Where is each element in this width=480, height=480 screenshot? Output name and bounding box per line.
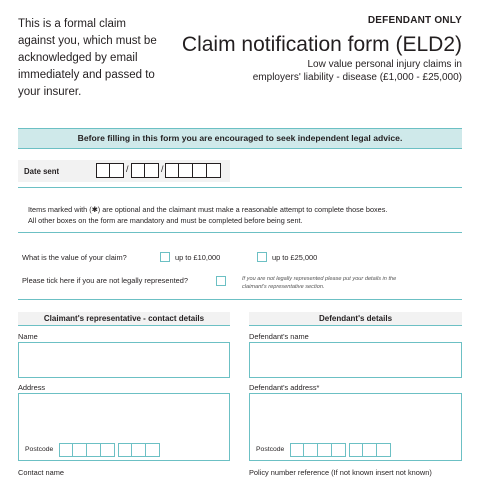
postcode-cell[interactable]	[304, 443, 318, 457]
representation-hint	[242, 275, 396, 291]
note-line-1: Items marked with (✱) are optional and the claimant must make a reasonable attempt to complete those boxes.	[28, 205, 388, 214]
divider	[18, 232, 462, 233]
postcode-cell[interactable]	[377, 443, 391, 457]
defendant-address-label: Defendant's address*	[249, 383, 320, 392]
form-title: Claim notification form (ELD2)	[181, 33, 462, 56]
legal-advice-banner: Before filling in this form you are encouraged to seek independent legal advice.	[18, 128, 462, 149]
defendant-name-label: Defendant's name	[249, 332, 309, 341]
date-digit-cell[interactable]	[207, 163, 221, 178]
postcode-cell[interactable]	[118, 443, 132, 457]
not-represented-checkbox[interactable]	[216, 276, 226, 286]
not-represented-question: Please tick here if you are not legally represented?	[22, 276, 188, 285]
defendant-name-field[interactable]	[249, 342, 462, 378]
value-25000-checkbox[interactable]	[257, 252, 267, 262]
rep-contact-label: Contact name	[18, 468, 65, 477]
rep-address-label: Address	[18, 383, 46, 392]
postcode-cell[interactable]	[87, 443, 101, 457]
date-digit-cell[interactable]	[179, 163, 193, 178]
claimant-rep-heading: Claimant's representative - contact details	[18, 312, 230, 326]
postcode-cell[interactable]	[59, 443, 73, 457]
defendant-postcode-label: Postcode	[256, 446, 285, 453]
claim-value-question: What is the value of your claim?	[22, 253, 127, 262]
date-digit-cell[interactable]	[193, 163, 207, 178]
divider	[18, 299, 462, 300]
defendant-postcode-input-2[interactable]	[349, 443, 391, 457]
date-day-input[interactable]	[96, 163, 124, 178]
postcode-cell[interactable]	[290, 443, 304, 457]
date-digit-cell[interactable]	[165, 163, 179, 178]
postcode-cell[interactable]	[363, 443, 377, 457]
postcode-cell[interactable]	[132, 443, 146, 457]
date-digit-cell[interactable]	[96, 163, 110, 178]
date-digit-cell[interactable]	[131, 163, 145, 178]
date-year-input[interactable]	[165, 163, 221, 178]
defendant-only-label: DEFENDANT ONLY	[367, 15, 462, 26]
defendant-postcode-input[interactable]	[290, 443, 346, 457]
rep-postcode-input[interactable]	[59, 443, 115, 457]
divider	[18, 187, 462, 188]
date-separator: /	[126, 164, 129, 174]
postcode-cell[interactable]	[101, 443, 115, 457]
hint-line-2: claimant's representative section.	[242, 284, 325, 290]
rep-name-field[interactable]	[18, 342, 230, 378]
date-digit-cell[interactable]	[110, 163, 124, 178]
rep-postcode-input-2[interactable]	[118, 443, 160, 457]
value-10000-checkbox[interactable]	[160, 252, 170, 262]
mandatory-notes	[28, 205, 448, 226]
intro-text: This is a formal claim against you, which must be acknowledged by email immediately and passed to your insurer.	[18, 18, 157, 98]
postcode-cell[interactable]	[332, 443, 346, 457]
postcode-cell[interactable]	[349, 443, 363, 457]
date-sent-label: Date sent	[24, 167, 60, 176]
policy-number-label: Policy number reference (If not known insert not known)	[249, 468, 432, 477]
rep-postcode-label: Postcode	[25, 446, 54, 453]
rep-name-label: Name	[18, 332, 38, 341]
hint-line-1: If you are not legally represented please put your details in the	[242, 276, 397, 282]
value-25000-label: up to £25,000	[272, 253, 318, 262]
date-separator: /	[161, 164, 164, 174]
date-digit-cell[interactable]	[145, 163, 159, 178]
postcode-cell[interactable]	[318, 443, 332, 457]
postcode-cell[interactable]	[146, 443, 160, 457]
defendant-details-heading: Defendant's details	[249, 312, 462, 326]
note-line-2: All other boxes on the form are mandatory and must be completed before being sent.	[28, 215, 303, 225]
subtitle-line-1: Low value personal injury claims in	[307, 59, 462, 70]
postcode-cell[interactable]	[73, 443, 87, 457]
subtitle-line-2: employers' liability - disease (£1,000 - £25,000)	[252, 71, 462, 83]
form-subtitle	[202, 59, 462, 84]
value-10000-label: up to £10,000	[175, 253, 221, 262]
date-month-input[interactable]	[131, 163, 159, 178]
